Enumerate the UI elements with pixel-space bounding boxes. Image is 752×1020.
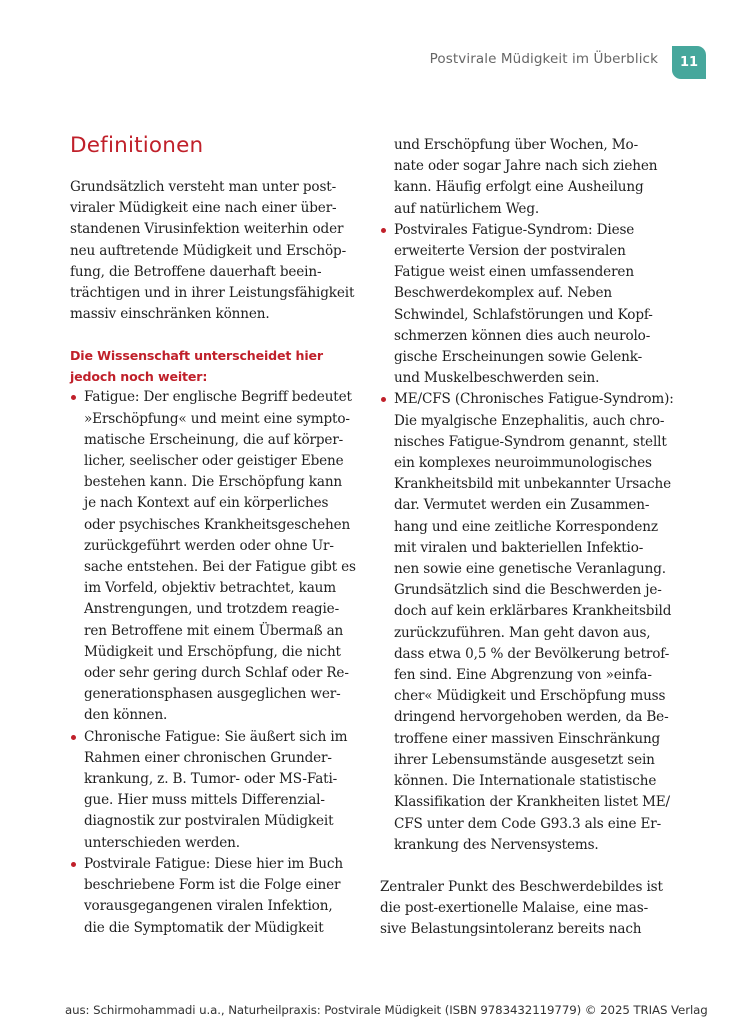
intro-paragraph: Grundsätzlich versteht man unter post- viraler Müdigkeit eine nach einer über- standenen Virusinfektion weiterhin oder neu auftretende Müdigkeit und Erschöp- fung, die Betroffene dauerhaft beein- trächtigen und in ihrer Leistungsfähigkeit massiv einschränken können. (70, 179, 355, 323)
bullet-dot (71, 862, 76, 867)
list-item (70, 854, 360, 939)
bullet-dot (71, 735, 76, 740)
continuation-text: und Erschöpfung über Wochen, Mo- nate oder sogar Jahre nach sich ziehen kann. Häufig erfolgt eine Ausheilung auf natürlichem Weg. (394, 137, 658, 217)
list-item-text: Chronische Fatigue: Sie äußert sich im Rahmen einer chronischen Grunder- krankung, z. B. Tumor- oder MS-Fati- gue. Hier muss mittels Differenzial- diagnostik zur postviralen Müdigkeit unterschieden werden. (84, 728, 348, 851)
running-head: Postvirale Müdigkeit im Überblick (429, 51, 658, 67)
bullet-dot (381, 397, 386, 402)
left-text-flow (70, 177, 360, 939)
list-item (380, 220, 680, 390)
list-item-text: ME/CFS (Chronisches Fatigue-Syndrom): Die myalgische Enzephalitis, auch chro- nisches Fatigue-Syndrom genannt, stellt ein komplexes neuroimmunologisches Krankheitsbild mit unbekannter Ursache dar. Vermutet werden ein Zusammen- hang und eine zeitliche Korrespondenz mit viralen und bakteriellen Infektio- nen sowie eine genetische Veranlagung. Grundsätzlich sind die Beschwerden je- doch auf kein erklärbares Krankheitsbild zurückzuführen. Man geht davon aus, dass etwa 0,5 % der Bevölkerung betrof- fen sind. Eine Abgrenzung von »einfa- cher« Müdigkeit und Erschöpfung muss dringend hervorgehoben werden, da Be- troffene einer massiven Einschränkung ihrer Lebensumstände ausgesetzt sein können. Die Internationale statistische Klassifikation der Krankheiten listet ME/ CFS unter dem Code G93.3 als eine Er- krankung des Nervensystems. (394, 391, 674, 853)
list-item-text: Fatigue: Der englische Begriff bedeutet »Erschöpfung« und meint eine sympto- matische Erscheinung, die auf körper- licher, seelischer oder geistiger Ebene bestehen kann. Die Erschöpfung kann je nach Kontext auf ein körperliches oder psychisches Krankheitsgeschehen zurückgeführt werden oder ohne Ur- sache entstehen. Bei der Fatigue gibt es im Vorfeld, objektiv betrachtet, kaum Anstrengungen, und trotzdem reagie- ren Betroffene mit einem Übermaß an Müdigkeit und Erschöpfung, die nicht oder sehr gering durch Schlaf oder Re- generationsphasen ausgeglichen wer- den können. (84, 389, 356, 724)
footer-citation: aus: Schirmohammadi u.a., Naturheilpraxis: Postvirale Müdigkeit (ISBN 9783432119779) © 2025 TRIAS Verlag (65, 1003, 708, 1017)
list-item (70, 727, 360, 854)
list-item-continuation (380, 135, 680, 220)
bullet-dot (381, 228, 386, 233)
list-item (70, 387, 360, 726)
right-text-flow (380, 135, 680, 941)
page-number-badge: 11 (672, 46, 706, 79)
bullet-dot (71, 395, 76, 400)
closing-paragraph: Zentraler Punkt des Beschwerdebildes ist die post-exertionelle Malaise, eine mas- sive Belastungsintoleranz bereits nach (380, 878, 663, 938)
list-item (380, 389, 680, 855)
section-title: Definitionen (70, 133, 204, 158)
list-item-text: Postvirales Fatigue-Syndrom: Diese erweiterte Version der postviralen Fatigue weist einen umfassenderen Beschwerdekomplex auf. Neben Schwindel, Schlafstörungen und Kopf- schmerzen können dies auch neurolo- gische Erscheinungen sowie Gelenk- und Muskelbeschwerden sein. (394, 221, 653, 387)
subheading: Die Wissenschaft unterscheidet hier jedoch noch weiter: (70, 348, 323, 385)
list-item-text: Postvirale Fatigue: Diese hier im Buch beschriebene Form ist die Folge einer vorausgegangenen viralen Infektion, die die Symptomatik der Müdigkeit (84, 855, 343, 936)
